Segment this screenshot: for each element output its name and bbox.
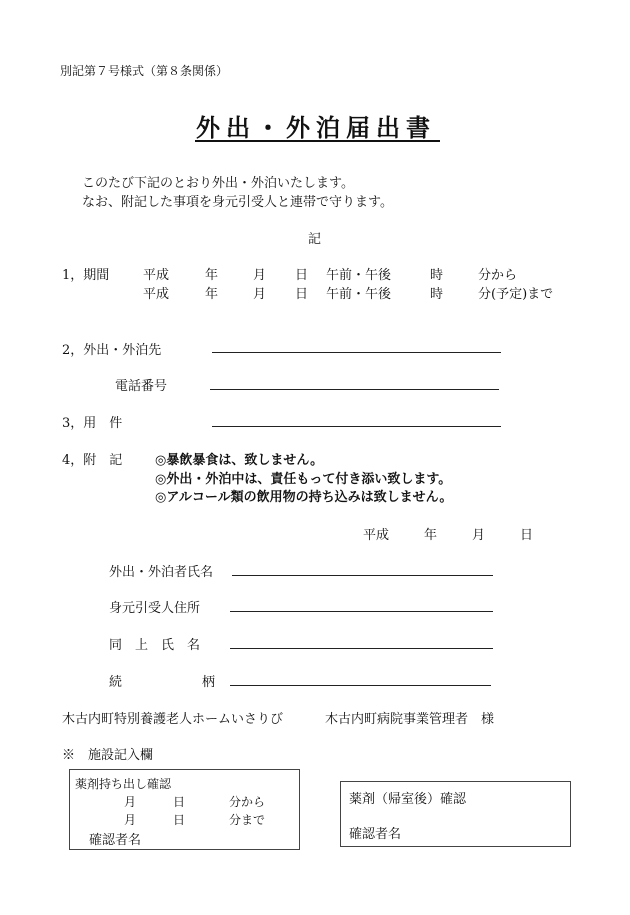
period-row2-year: 年 [205, 287, 219, 302]
purpose-label: 3，用 件 [62, 416, 123, 431]
note-item-2: ◎外出・外泊中は、責任もって付き添い致します。 [155, 472, 452, 487]
period-row1-minute: 分から [478, 268, 518, 283]
form-reference: 別記第７号様式（第８条関係） [60, 64, 229, 78]
applicant-name-label: 外出・外泊者氏名 [109, 565, 214, 580]
addressee-manager: 木古内町病院事業管理者 様 [325, 712, 495, 727]
addressee-facility: 木古内町特別養護老人ホームいさりび [62, 712, 284, 727]
relation-label-2: 柄 [202, 675, 216, 690]
period-row1-hour: 時 [430, 268, 444, 283]
period-row1-era: 平成 [143, 268, 170, 283]
date-year: 年 [424, 528, 438, 543]
medicine-return-title: 薬剤（帰室後）確認 [349, 792, 467, 807]
period-row1-month: 月 [253, 268, 267, 283]
takeout-row2-day: 日 [173, 813, 186, 827]
destination-field-line[interactable] [212, 352, 501, 353]
period-label: 1，期間 [62, 268, 110, 283]
phone-label: 電話番号 [115, 379, 168, 394]
notes-label: 4，附 記 [62, 453, 123, 468]
applicant-name-line[interactable] [232, 575, 493, 576]
date-era: 平成 [363, 528, 390, 543]
guarantor-name-line[interactable] [230, 648, 493, 649]
purpose-field-line[interactable] [212, 426, 501, 427]
title-underline [195, 140, 440, 142]
period-row1-ampm: 午前・午後 [326, 268, 392, 283]
guarantor-address-line[interactable] [230, 611, 493, 612]
takeout-row1-suffix: 分から [229, 795, 266, 809]
takeout-row1-day: 日 [173, 795, 186, 809]
period-row2-ampm: 午前・午後 [326, 287, 392, 302]
period-row2-day: 日 [295, 287, 309, 302]
period-row2-era: 平成 [143, 287, 170, 302]
medicine-takeout-title: 薬剤持ち出し確認 [75, 777, 172, 791]
date-day: 日 [520, 528, 534, 543]
intro-line-2: なお、附記した事項を身元引受人と連帯で守ります。 [82, 195, 393, 210]
period-row2-minute: 分(予定)まで [478, 287, 554, 302]
takeout-row2-suffix: 分まで [229, 813, 266, 827]
relation-label-1: 続 [109, 675, 123, 690]
guarantor-name-label: 同 上 氏 名 [109, 638, 201, 653]
period-row1-year: 年 [205, 268, 219, 283]
guarantor-address-label: 身元引受人住所 [109, 601, 201, 616]
return-confirmer-label: 確認者名 [349, 827, 402, 842]
phone-field-line[interactable] [210, 389, 499, 390]
takeout-confirmer-label: 確認者名 [89, 833, 142, 848]
date-month: 月 [472, 528, 486, 543]
intro-line-1: このたび下記のとおり外出・外泊いたします。 [82, 176, 354, 191]
period-row2-month: 月 [253, 287, 267, 302]
ki-heading: 記 [308, 232, 322, 247]
period-row2-hour: 時 [430, 287, 444, 302]
note-item-1: ◎暴飲暴食は、致しません。 [155, 453, 324, 468]
document-title: 外出・外泊届出書 [196, 113, 436, 142]
takeout-row2-month: 月 [124, 813, 137, 827]
relation-line[interactable] [230, 685, 491, 686]
takeout-row1-month: 月 [124, 795, 137, 809]
facility-section-label: ※ 施設記入欄 [62, 748, 154, 763]
destination-label: 2，外出・外泊先 [62, 343, 162, 358]
period-row1-day: 日 [295, 268, 309, 283]
note-item-3: ◎アルコール類の飲用物の持ち込みは致しません。 [155, 490, 453, 505]
